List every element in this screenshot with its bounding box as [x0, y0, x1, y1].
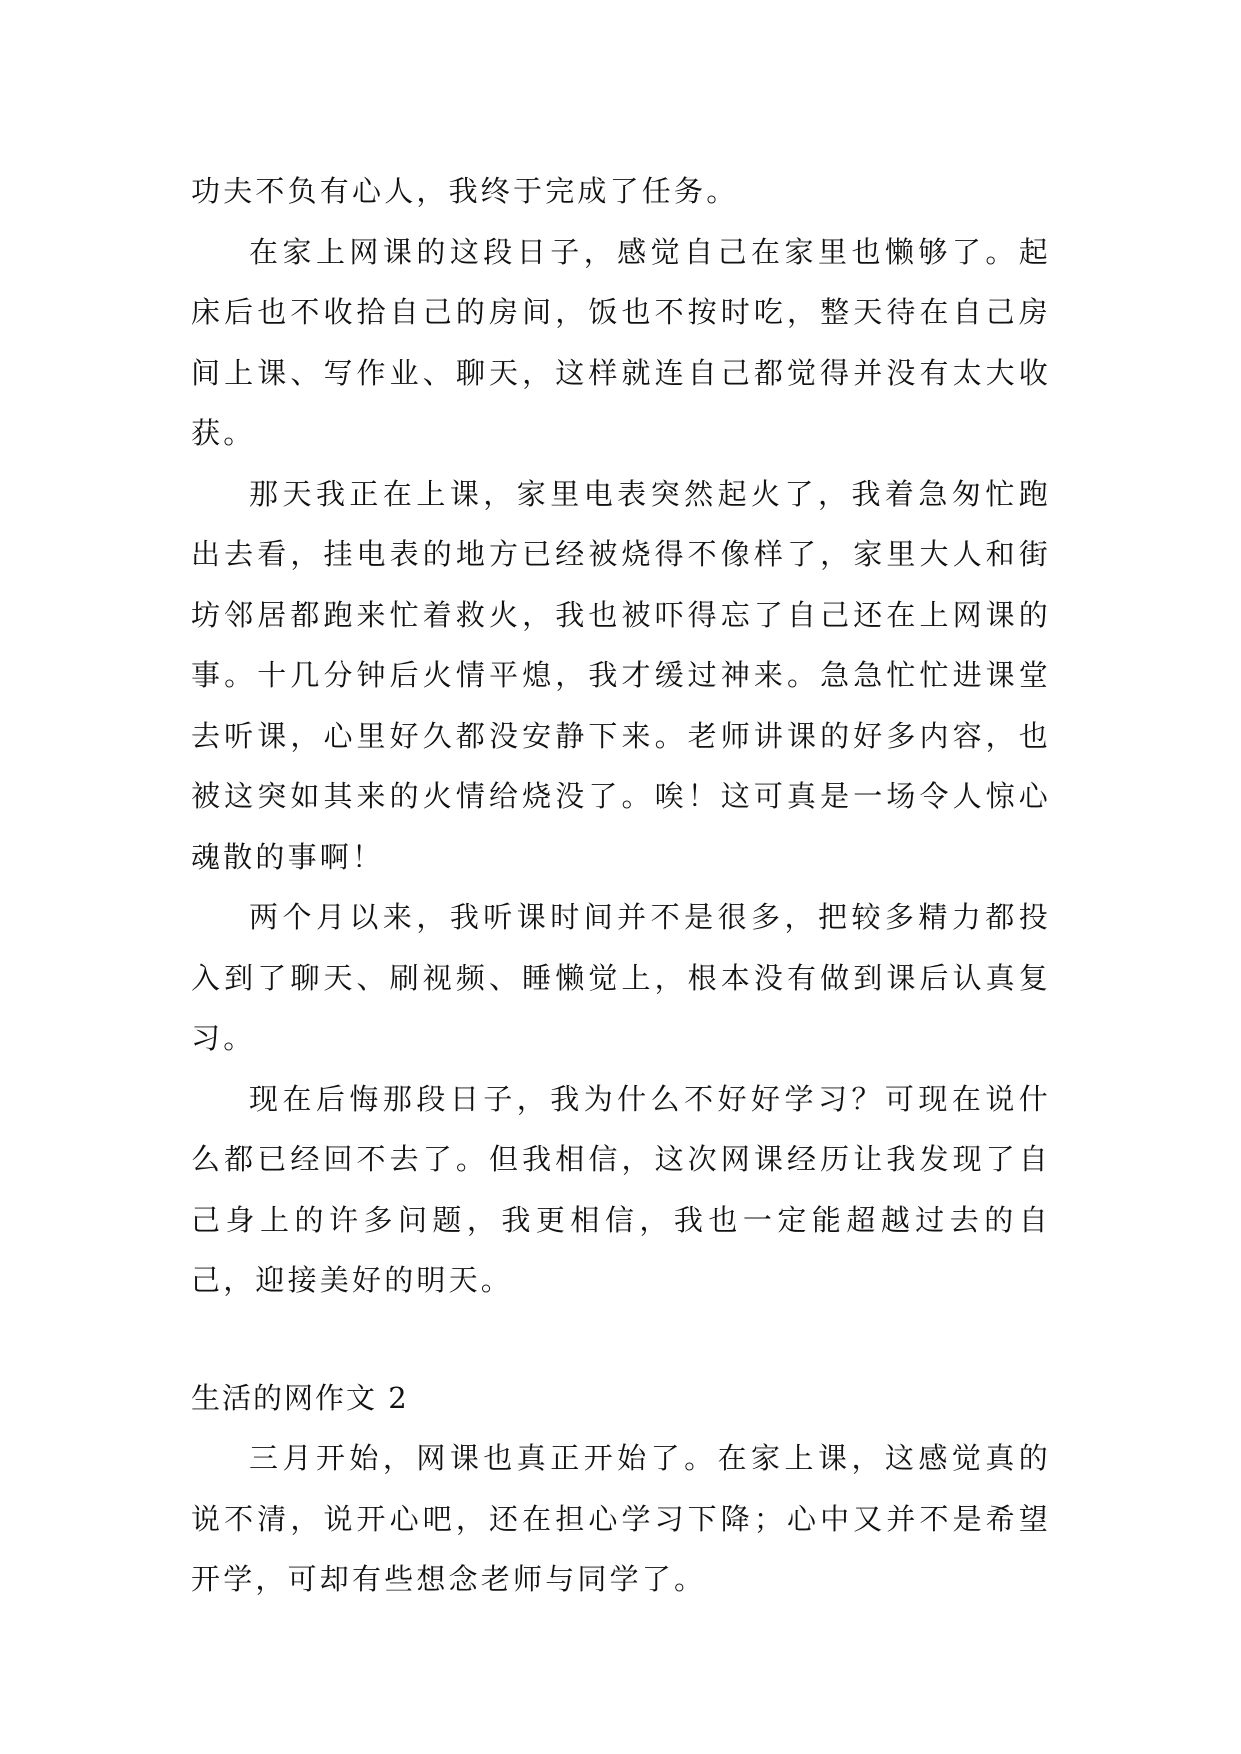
paragraph-meter-fire: 那天我正在上课，家里电表突然起火了，我着急匆忙跑出去看，挂电表的地方已经被烧得不像样了，家里大人和街坊邻居都跑来忙着救火，我也被吓得忘了自己还在上网课的事。十几分钟后火情平熄，我才缓过神来。急急忙忙进课堂去听课，心里好久都没安静下来。老师讲课的好多内容，也被这突如其来的火情给烧没了。唉！这可真是一场令人惊心魂散的事啊！	[191, 476, 1051, 874]
paragraph-online-class-days: 在家上网课的这段日子，感觉自己在家里也懒够了。起床后也不收拾自己的房间，饭也不按时吃，整天待在自己房间上课、写作业、聊天，这样就连自己都觉得并没有太大收获。	[191, 234, 1051, 450]
section-heading: 生活的网作文 2	[191, 1380, 409, 1415]
paragraph-two-months: 两个月以来，我听课时间并不是很多，把较多精力都投入到了聊天、刷视频、睡懒觉上，根本没有做到课后认真复习。	[191, 900, 1051, 1055]
paragraph-regret: 现在后悔那段日子，我为什么不好好学习？可现在说什么都已经回不去了。但我相信，这次网课经历让我发现了自己身上的许多问题，我更相信，我也一定能超越过去的自己，迎接美好的明天。	[191, 1081, 1051, 1297]
paragraph-march-start: 三月开始，网课也真正开始了。在家上课，这感觉真的说不清，说开心吧，还在担心学习下降；心中又并不是希望开学，可却有些想念老师与同学了。	[191, 1441, 1051, 1596]
paragraph-continuation: 功夫不负有心人，我终于完成了任务。	[191, 174, 739, 208]
document-body	[191, 161, 1051, 1610]
